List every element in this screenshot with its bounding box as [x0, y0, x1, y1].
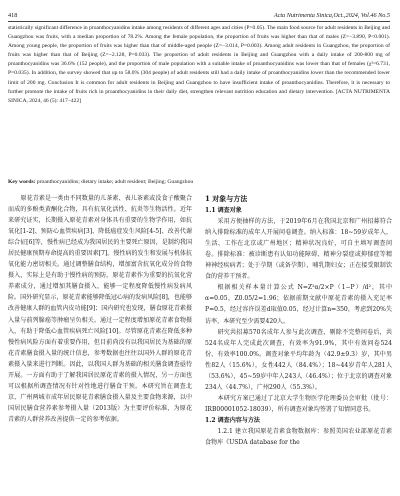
right-column	[205, 193, 392, 448]
introduction-paragraph: 原花青素是一类由不同数量的儿茶素、表儿茶素或没食子酸聚合而成的多酚类黄酮化合物，具有抗氧化活性、抗炎等生物活性。近年来研究证实，长期摄入原花青素对身体具有重要的生物学作用，如抗氧化[1-2]、预防心血管疾病[3]、降低癌症发生风险[4-5]、改善代谢综合征[6]等，慢性病已经成为我国居民的主要死亡原因，是制约我国居民健康预期寿命提高的重要因素[7]。慢性病的发生和发展与机体抗氧化能力密切相关。通过调整膳食结构，增加富含抗氧化成分的食物摄入，实际上是有助于慢性病的预防。原花青素作为重要的抗氧化营养素成分，通过增加其膳食摄入，能够一定程度降低慢性病发病风险。国外研究显示，原花青素能够降低冠心病的发病风险[8]，也能够改善健康人群的血管内皮功能[9]；国内研究也发现，膳食原花青素摄入量与前列腺癌等肿瘤呈负相关。通过一定程度增加原花青素食物摄入，有助于降低心血管疾病死亡风险[10]。尽管原花青素在降低多种慢性病风险方面有着重要作用，但目前尚没有以我国居民为基础的原花青素膳食摄入量的统计信息，参考数据也往往以国外人群的原花青素摄入量来进行判断。因此，以我国人群为基础的相关膳食调查亟待开展。一方面有助于了解我国居民原花青素的摄入情况，另一方面也可以根据所调查情况有针对性地进行膳食干预。本研究旨在调查北京、广州两城市成年居民原花青素膳食摄入量及主要食物来源，以中国居民膳食营养素参考摄入量（2013版）为主要评价标准，为原花青素的人群营养改善提供一定的参考依据。	[8, 195, 192, 423]
english-abstract	[8, 24, 390, 106]
participants-paragraph: 研究共招募570名成年人参与此次调查，剔除不完整问卷后，共524名成年人完成此次调查，有效率为91.9%，其中有效问卷524份，有效率100.0%。调查对象平均年龄为（42.9±9.3）岁，其中男性82人（15.6%），女性442人（84.4%）；18~44岁青年人281人（53.6%），45~59岁中年人243人（46.4%）；位于北京的调查对象234人（44.7%），广州290人（55.3%）。	[205, 328, 392, 391]
ethics-paragraph: 本研究方案已通过了北京大学生物医学伦理委员会审批（批号：IRB00001052-18039），所有调查对象均签署了知情同意书。	[205, 394, 392, 413]
abstract-text: statistically significant difference in proanthocyanidins intake among residents of different ages and cities (P>0.05). The main food source for adult residents in Beijing and Guangzhou was fruits, with a median proportion of 78.2%. Among the female population, the proportion of fruits was higher than that of males (Z=−3.890, P<0.001). Among young people, the proportion of fruits was higher than that of middle-aged people (Z=−3.014, P=0.003). Among adult residents in Guangzhou, the proportion of fruits was higher than that of Beijing (Z=−2.128, P=0.033). The proportion of adult residents in Beijing and Guangzhou with a daily intake of 200-800 mg of proanthocyanidins was 36.6% (152 people), and the proportion of male population with a suitable intake of proanthocyanidins was lower than that of females (χ²=6.731, P=0.035). In addition, the survey showed that up to 58.0% (304 people) of adult residents still had a daily intake of proanthocyanidins lower than the recommended lower limit of 200 mg. Conclusion It is common for adult residents in Beijing and Guangzhou to have insufficient intake of proanthocyanidins. Therefore, it is necessary to further promote the intake of fruits rich in proanthocyanidins in their daily diet, strengthen relevant nutrition education and dietary intervention. [ACTA NUTRIMENTA SINICA, 2024, 46 (5): 417−422]	[8, 25, 390, 104]
left-column	[8, 193, 192, 425]
section-heading: 1 对象与方法	[205, 194, 248, 203]
keywords-text: proanthocyanidins; dietary intake; adult resident; Beijing; Guangzhou	[35, 179, 194, 185]
subjects-paragraph: 采用方便抽样的方法，于2019年6月在我国北京和广州招募符合纳入排除标准的成年人开展问卷调查。纳入标准：18~59岁成年人，生活、工作在北京或广州地区；精神状况良好，可自主填写调查问卷。排除标准：被诊断患有认知功能障碍、精神分裂症或抑郁症等精神神经疾病者；处于孕期（或备孕期）、哺乳期妇女；正在接受限制饮食的营养干预者。	[205, 218, 392, 281]
journal-citation: Acta Nutrimenta Sinica,Oct.,2024, Vol.46 No.5	[273, 12, 390, 19]
subsection-heading-subjects: 1.1 调查对象	[205, 207, 242, 215]
running-header	[8, 7, 390, 22]
sample-size-paragraph: 根据相关样本量计算公式 N=Z²α/2×P（1−P）/d²，其中α=0.05，Z0.05/2=1.96；依据前期文献中原花青素的摄入充足率P=0.5，经过容许误差d取值0.05，经过计算n=350，考虑到20%失访率，本研究至少需要420人。	[205, 284, 392, 325]
keywords	[8, 178, 390, 187]
page-number: 418	[8, 12, 18, 19]
keywords-label: Key words:	[8, 179, 36, 185]
subsection-heading-methods: 1.2 调查内容与方法	[205, 416, 260, 424]
methods-paragraph: 1.2.1 建立我国原花青素食物数据库：参照美国农业部原花青素食物库《USDA database for the	[205, 427, 392, 447]
